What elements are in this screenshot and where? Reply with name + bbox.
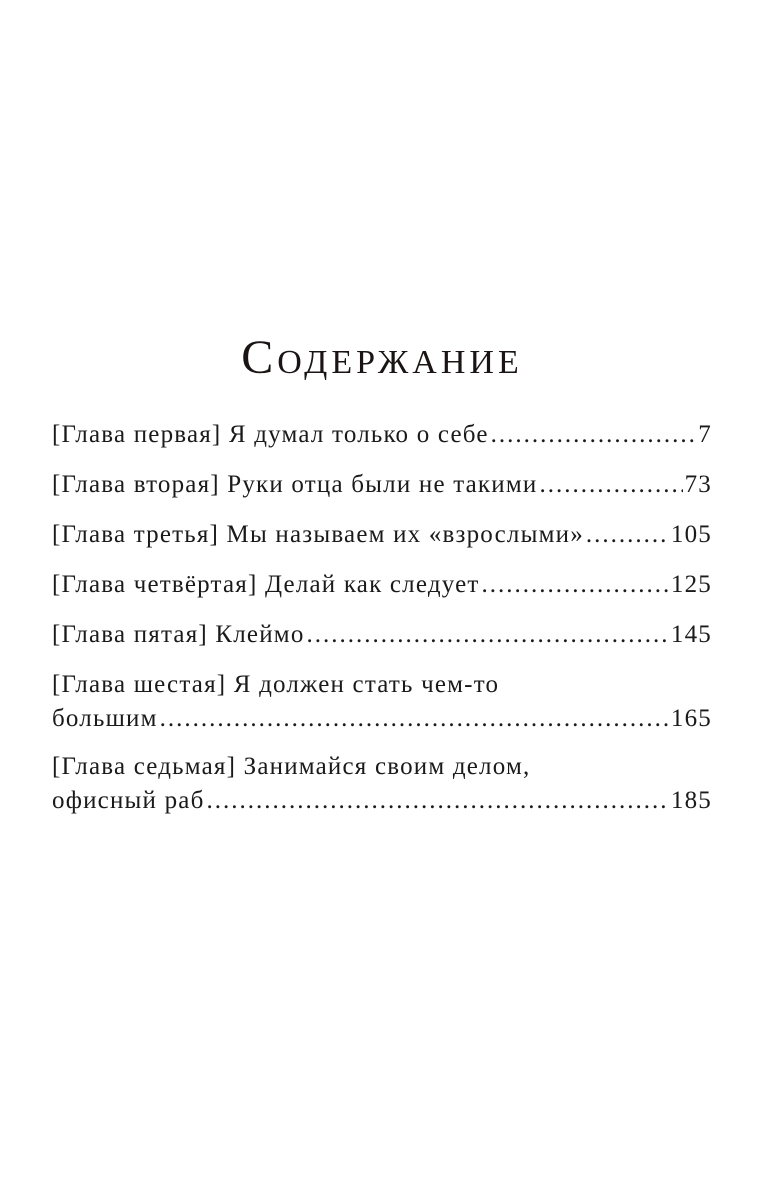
chapter-label: [Глава третья] [52,521,220,548]
chapter-title: Клеймо [215,621,305,648]
page-number: 73 [684,471,712,498]
chapter-title: Я думал только о себе [228,421,489,448]
toc-entry-4[interactable] [52,568,712,602]
chapter-title-line1: Занимайся своим делом, [243,753,531,780]
table-of-contents [52,418,712,832]
chapter-label: [Глава вторая] [52,471,220,498]
chapter-title: Делай как следует [264,571,480,598]
chapter-title: Руки отца были не такими [227,471,538,498]
page-number: 105 [670,521,712,548]
chapter-title-line2: офисный раб [52,787,205,814]
toc-entry-5[interactable] [52,618,712,652]
dot-leader [207,784,669,818]
dot-leader [307,618,669,652]
page-number: 145 [670,621,712,648]
toc-entry-7[interactable] [52,750,712,818]
toc-entry-3[interactable] [52,518,712,552]
dot-leader [491,418,697,452]
chapter-title-line2: большим [52,705,158,732]
chapter-label: [Глава четвёртая] [52,571,258,598]
page-number: 7 [698,421,712,448]
chapter-label: [Глава пятая] [52,621,208,648]
chapter-title: Мы называем их «взрослыми» [226,521,584,548]
toc-entry-1[interactable] [52,418,712,452]
dot-leader [539,468,682,502]
dot-leader [586,518,669,552]
page-title: Содержание [241,331,523,384]
dot-leader [160,702,669,736]
dot-leader [482,568,669,602]
page-number: 165 [670,705,712,732]
toc-entry-6[interactable] [52,668,712,736]
chapter-label: [Глава первая] [52,421,222,448]
toc-entry-2[interactable] [52,468,712,502]
chapter-label: [Глава шестая] [52,671,227,698]
chapter-label: [Глава седьмая] [52,753,237,780]
page-number: 125 [670,571,712,598]
chapter-title-line1: Я должен стать чем-то [233,671,500,698]
page-number: 185 [670,787,712,814]
